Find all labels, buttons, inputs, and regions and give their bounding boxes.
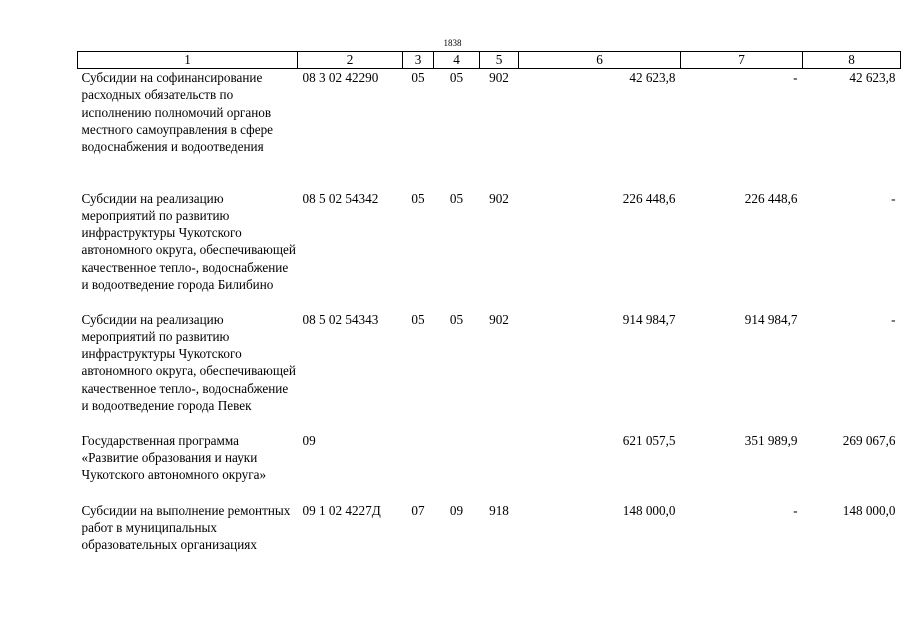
- row-grbs: 902: [489, 311, 509, 327]
- row-col7: 226 448,6: [744, 190, 798, 206]
- table-row: [78, 502, 901, 572]
- row-name: Субсидии на реализацию мероприятий по развитию инфраструктуры Чукотского автономного округа, обеспечивающей качественное тепло-, водоснабжение и водоотведение города Билибино: [81, 190, 296, 292]
- row-csr: 08 5 02 54343: [302, 311, 379, 327]
- row-total: 148 000,0: [622, 502, 676, 518]
- row-col7: 914 984,7: [744, 311, 798, 327]
- header-col-6: 6: [519, 52, 681, 69]
- header-col-5: 5: [480, 52, 519, 69]
- row-col7: -: [793, 502, 798, 518]
- row-subsection: [434, 432, 480, 502]
- row-subsection: 05: [449, 311, 464, 327]
- row-col8: -: [891, 311, 896, 327]
- row-total: 42 623,8: [629, 70, 676, 85]
- row-csr: 09: [302, 432, 316, 448]
- row-name: Субсидии на софинансирование расходных обязательств по исполнению полномочий органов местного самоуправления в сфере водоснабжения и водоотведения: [81, 70, 274, 155]
- table-row: [78, 190, 901, 311]
- table-row: [78, 311, 901, 432]
- header-col-8: 8: [803, 52, 901, 69]
- header-col-7: 7: [681, 52, 803, 69]
- table-header: [78, 52, 901, 69]
- row-total: 621 057,5: [622, 432, 676, 448]
- row-col8: -: [891, 190, 896, 206]
- row-total: 914 984,7: [622, 311, 676, 327]
- row-subsection: 05: [449, 190, 464, 206]
- row-section: 05: [411, 70, 425, 85]
- row-section: [403, 432, 434, 502]
- row-grbs: [480, 432, 519, 502]
- row-section: 05: [411, 311, 425, 327]
- header-col-4: 4: [434, 52, 480, 69]
- row-name: Субсидии на выполнение ремонтных работ в муниципальных образовательных организациях: [81, 502, 291, 553]
- row-csr: 08 5 02 54342: [302, 190, 379, 206]
- row-col8: 269 067,6: [842, 432, 896, 448]
- row-subsection: 09: [449, 502, 464, 518]
- header-col-2: 2: [298, 52, 403, 69]
- table-row: [78, 69, 901, 190]
- row-col7: 351 989,9: [744, 432, 798, 448]
- table-body: [78, 69, 901, 572]
- row-grbs: 918: [489, 502, 509, 518]
- table-row: [78, 432, 901, 502]
- row-section: 07: [411, 502, 425, 518]
- row-subsection: 05: [449, 70, 464, 85]
- header-col-3: 3: [403, 52, 434, 69]
- row-col8: 148 000,0: [842, 502, 896, 518]
- page-number: 1838: [443, 38, 462, 48]
- row-col7: -: [793, 70, 798, 85]
- row-section: 05: [411, 190, 425, 206]
- row-grbs: 902: [489, 190, 509, 206]
- row-total: 226 448,6: [622, 190, 676, 206]
- row-csr: 09 1 02 4227Д: [302, 502, 381, 518]
- row-name: Государственная программа «Развитие образования и науки Чукотского автономного округа»: [81, 432, 267, 483]
- row-col8: 42 623,8: [849, 70, 896, 85]
- row-csr: 08 3 02 42290: [302, 70, 379, 85]
- header-col-1: 1: [78, 52, 298, 69]
- row-name: Субсидии на реализацию мероприятий по развитию инфраструктуры Чукотского автономного округа, обеспечивающей качественное тепло-, водоснабжение и водоотведение города Певек: [81, 311, 296, 413]
- header-row: [78, 52, 901, 69]
- budget-table: [77, 51, 901, 572]
- row-grbs: 902: [489, 70, 509, 85]
